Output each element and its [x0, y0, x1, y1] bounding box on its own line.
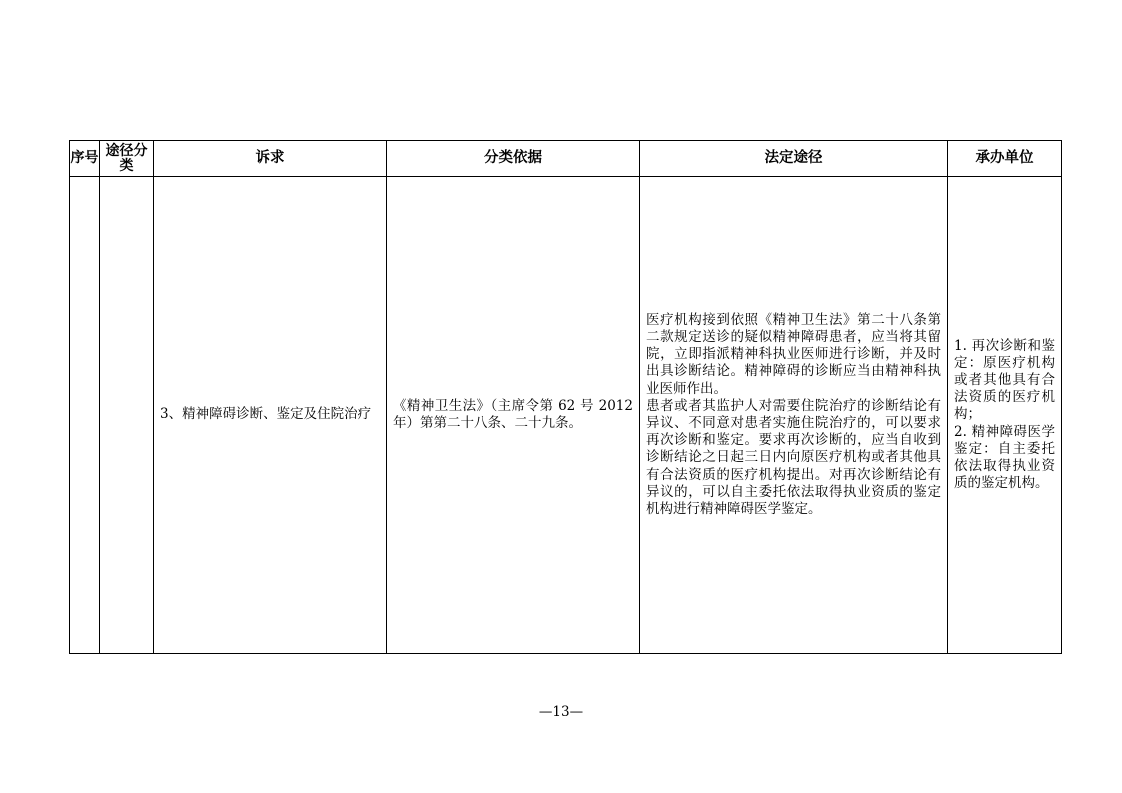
header-route: 法定途径 [640, 141, 948, 177]
table-row [70, 177, 1062, 654]
route-paragraph-2: 患者或者其监护人对需要住院治疗的诊断结论有异议、不同意对患者实施住院治疗的，可以要求再次诊断和鉴定。要求再次诊断的，应当自收到诊断结论之日起三日内向原医疗机构或者其他具有合法资质的医疗机构提出。对再次诊断结论有异议的，可以自主委托依法取得执业资质的鉴定机构进行精神障碍医学鉴定。 [646, 397, 941, 518]
page-number: —13— [538, 704, 584, 720]
cell-route [640, 177, 948, 654]
claim-text: 3、精神障碍诊断、鉴定及住院治疗 [160, 406, 372, 423]
header-unit: 承办单位 [948, 141, 1062, 177]
header-channel: 途径分类 [100, 141, 154, 177]
table-header-row [70, 141, 1062, 177]
cell-channel [100, 177, 154, 654]
basis-text: 《精神卫生法》（主席令第 62 号 2012 年）第第二十八条、二十九条。 [393, 397, 633, 431]
header-basis: 分类依据 [387, 141, 640, 177]
header-index: 序号 [70, 141, 100, 177]
header-claim: 诉求 [154, 141, 387, 177]
cell-index [70, 177, 100, 654]
classification-table [69, 140, 1062, 654]
cell-basis [387, 177, 640, 654]
unit-paragraph-2: 2. 精神障碍医学鉴定：自主委托依法取得执业资质的鉴定机构。 [954, 423, 1055, 492]
unit-paragraph-1: 1. 再次诊断和鉴定：原医疗机构或者其他具有合法资质的医疗机构； [954, 337, 1055, 423]
cell-claim [154, 177, 387, 654]
cell-unit [948, 177, 1062, 654]
route-paragraph-1: 医疗机构接到依照《精神卫生法》第二十八条第二款规定送诊的疑似精神障碍患者，应当将其留院，立即指派精神科执业医师进行诊断，并及时出具诊断结论。精神障碍的诊断应当由精神科执业医师作出。 [646, 311, 941, 397]
